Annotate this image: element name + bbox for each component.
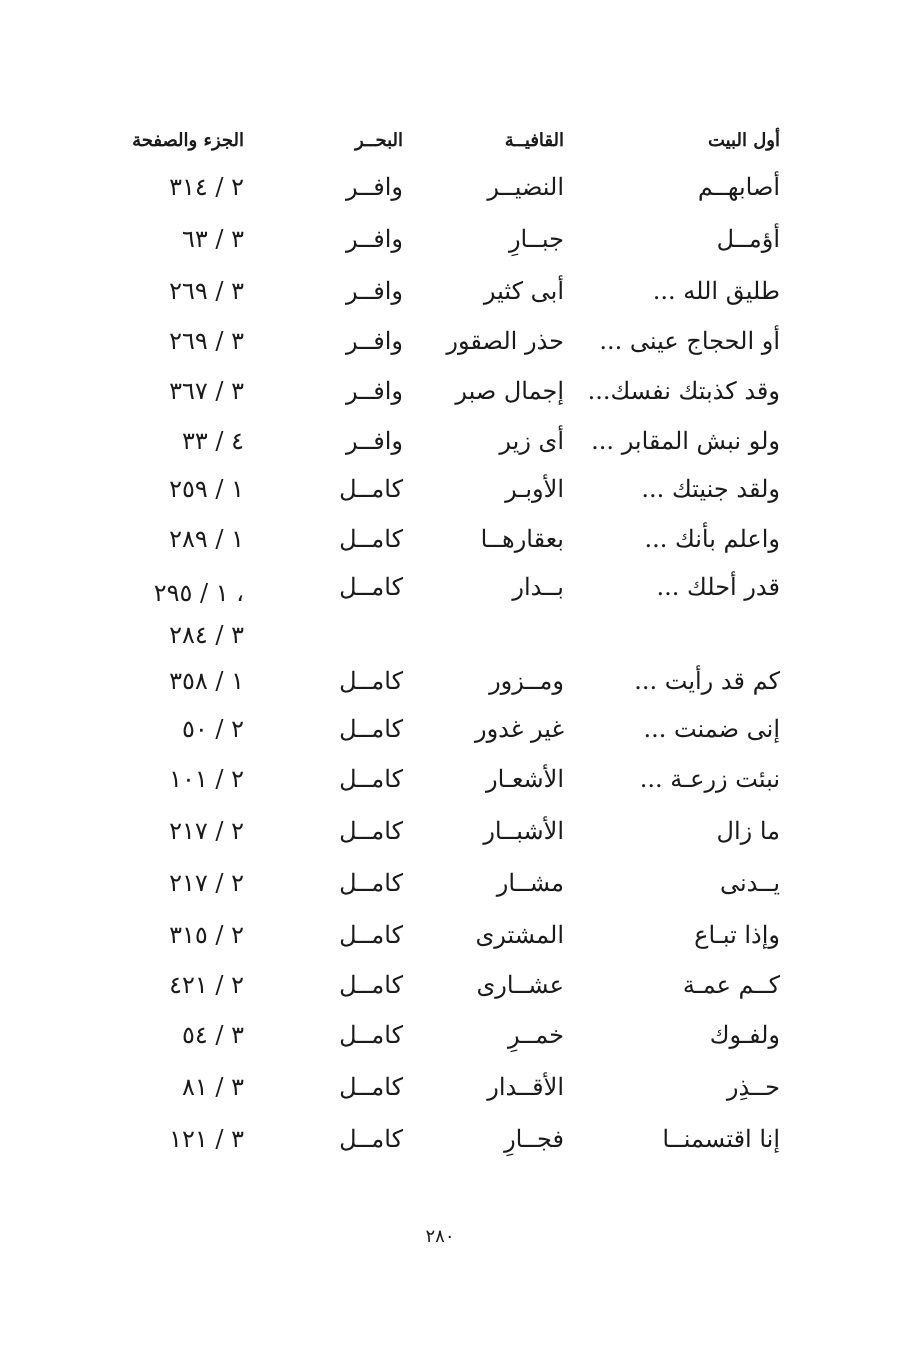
row-meter: كامــل: [339, 715, 403, 743]
row-first-of-line: يــدنى: [719, 869, 780, 897]
row-meter: كامــل: [339, 1021, 403, 1049]
row-meter: وافــر: [345, 225, 403, 253]
row-first-of-line: كــم عمـة: [682, 971, 780, 999]
reference-line: ٢ / ٤٢١: [169, 971, 244, 999]
row-reference: [169, 764, 244, 794]
reference-line: ٣ / ٥٤: [181, 1021, 244, 1049]
reference-line: ٢ / ٢١٧: [169, 817, 244, 845]
row-reference: [169, 970, 244, 1000]
row-first-of-line: ولو نبش المقابر ...: [591, 427, 780, 455]
row-reference: [169, 666, 244, 696]
row-reference: [169, 816, 244, 846]
row-reference: [154, 572, 244, 656]
reference-line: ١ / ٢٥٩: [169, 475, 244, 503]
row-first-of-line: إنى ضمنت ...: [643, 715, 780, 743]
row-rhyme: حذر الصقور: [446, 327, 564, 355]
row-reference: [182, 224, 244, 254]
row-first-of-line: حــذِر: [726, 1073, 780, 1101]
page-number: ٢٨٠: [425, 1226, 455, 1247]
row-rhyme: خمــرِ: [507, 1021, 564, 1049]
row-reference: [169, 474, 244, 504]
row-first-of-line: قدر أحلك ...: [656, 573, 780, 601]
row-first-of-line: وإذا تبـاع: [694, 921, 780, 949]
row-rhyme: عشــارى: [476, 971, 564, 999]
header-first-of-line: أول البيت: [707, 130, 780, 151]
row-first-of-line: طليق الله ...: [652, 277, 780, 305]
row-reference: [169, 172, 244, 202]
row-reference: [169, 524, 244, 554]
row-reference: [169, 868, 244, 898]
row-meter: كامــل: [339, 475, 403, 503]
row-meter: كامــل: [339, 525, 403, 553]
row-first-of-line: واعلم بأنك ...: [644, 525, 780, 553]
row-reference: [169, 1124, 244, 1154]
reference-line: ٣ / ٢٦٩: [169, 277, 244, 305]
row-rhyme: جبــارِ: [508, 225, 564, 253]
row-reference: [182, 714, 244, 744]
row-rhyme: ومــزور: [489, 667, 564, 695]
reference-line: ٢ / ٣١٤: [169, 173, 244, 201]
row-first-of-line: أصابهــم: [697, 173, 780, 201]
reference-line: ١ / ٢٩٥ ،: [153, 579, 244, 607]
reference-line: ٣ / ٢٦٩: [169, 327, 244, 355]
row-first-of-line: ولقد جنيتك ...: [641, 475, 780, 503]
row-first-of-line: إنا اقتسمنــا: [662, 1125, 780, 1153]
row-first-of-line: أؤمــل: [716, 225, 780, 253]
reference-line: ٢ / ٣١٥: [169, 921, 244, 949]
reference-line: ٤ / ٣٣: [181, 427, 244, 455]
row-rhyme: أبى كثير: [483, 277, 564, 305]
row-rhyme: بعقارهــا: [480, 525, 564, 553]
header-rhyme: القافيــة: [504, 130, 564, 151]
row-reference: [182, 1020, 244, 1050]
row-meter: كامــل: [339, 971, 403, 999]
row-reference: [182, 1072, 244, 1102]
reference-line: ٣ / ٦٣: [181, 225, 244, 253]
row-meter: كامــل: [339, 667, 403, 695]
reference-line: ٢ / ١٠١: [169, 765, 244, 793]
header-reference: الجزء والصفحة: [132, 130, 244, 151]
row-meter: وافــر: [345, 427, 403, 455]
row-meter: وافــر: [345, 377, 403, 405]
row-first-of-line: أو الحجاج عينى ...: [599, 327, 780, 355]
reference-line: ٢ / ٥٠: [181, 715, 244, 743]
reference-line: ٣ / ١٢١: [169, 1125, 244, 1153]
row-rhyme: بــدار: [512, 573, 564, 601]
row-meter: كامــل: [339, 1125, 403, 1153]
row-rhyme: فجــارِ: [504, 1125, 564, 1153]
row-rhyme: النضيــر: [487, 173, 564, 201]
row-first-of-line: ما زال: [716, 817, 780, 845]
row-rhyme: أى زير: [499, 427, 564, 455]
row-meter: وافــر: [345, 277, 403, 305]
row-reference: [169, 376, 244, 406]
row-first-of-line: كم قد رأيت ...: [634, 667, 780, 695]
row-rhyme: الأقــدار: [487, 1073, 564, 1101]
header-meter: البحــر: [354, 130, 403, 151]
row-rhyme: إجمال صبر: [455, 377, 564, 405]
row-reference: [169, 276, 244, 306]
row-meter: كامــل: [339, 765, 403, 793]
row-meter: كامــل: [339, 573, 403, 601]
row-rhyme: غير غدور: [475, 715, 564, 743]
row-meter: وافــر: [345, 173, 403, 201]
row-meter: كامــل: [339, 1073, 403, 1101]
row-rhyme: الأشعـار: [486, 765, 564, 793]
reference-line: ٢ / ٢١٧: [169, 869, 244, 897]
row-rhyme: المشترى: [475, 921, 564, 949]
row-rhyme: الأوبـر: [505, 475, 564, 503]
reference-line: ٣ / ٨١: [181, 1073, 244, 1101]
row-reference: [169, 920, 244, 950]
row-reference: [169, 326, 244, 356]
reference-line: ٣ / ٢٨٤: [169, 621, 244, 649]
row-meter: كامــل: [339, 817, 403, 845]
row-first-of-line: وقد كذبتك نفسك...: [587, 377, 780, 405]
row-first-of-line: نبئت زرعـة ...: [639, 765, 780, 793]
reference-line: ١ / ٣٥٨: [169, 667, 244, 695]
row-meter: وافــر: [345, 327, 403, 355]
row-first-of-line: ولفـوك: [709, 1021, 780, 1049]
reference-line: ٣ / ٣٦٧: [169, 377, 244, 405]
row-rhyme: مشــار: [496, 869, 564, 897]
row-meter: كامــل: [339, 869, 403, 897]
row-rhyme: الأشبــار: [483, 817, 564, 845]
row-meter: كامــل: [339, 921, 403, 949]
reference-line: ١ / ٢٨٩: [169, 525, 244, 553]
row-reference: [182, 426, 244, 456]
